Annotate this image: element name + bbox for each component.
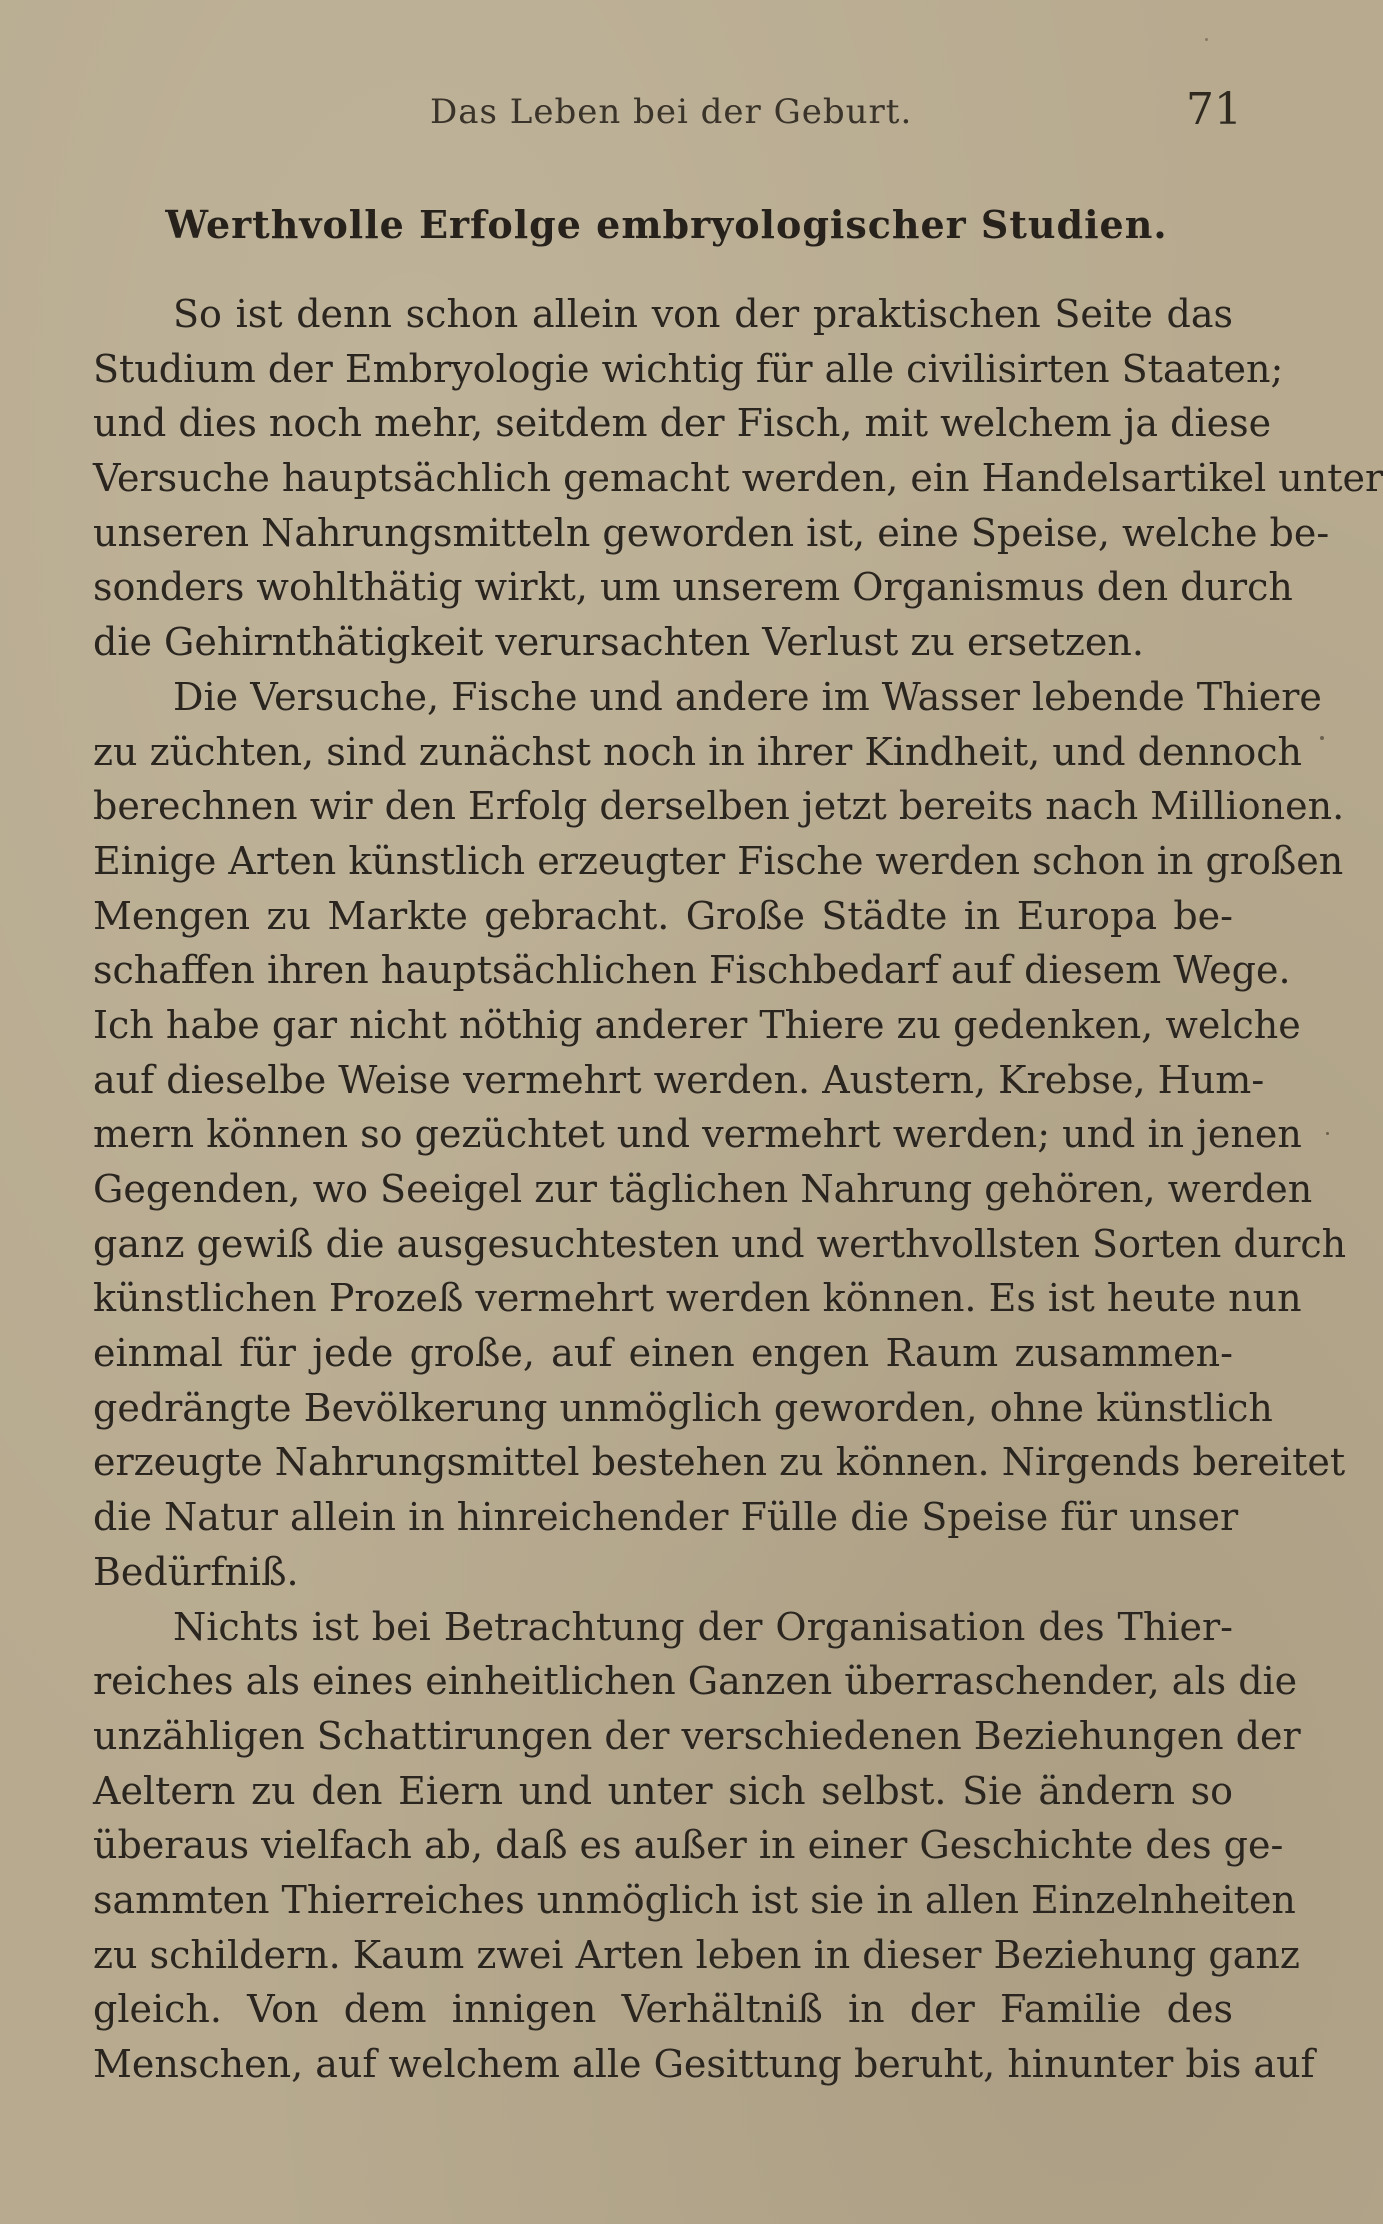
text-line: sammten Thierreiches unmöglich ist sie in allen Einzelnheiten	[93, 1877, 1296, 1922]
text-line: auf dieselbe Weise vermehrt werden. Austern, Krebse, Hum-	[93, 1057, 1265, 1102]
text-line: unzähligen Schattirungen der verschiedenen Beziehungen der	[93, 1713, 1301, 1758]
running-header	[0, 84, 1333, 144]
paper-speck	[1326, 1132, 1329, 1135]
running-title: Das Leben bei der Geburt.	[430, 92, 913, 132]
text-line: zu züchten, sind zunächst noch in ihrer Kindheit, und dennoch	[93, 729, 1303, 774]
text-line: überaus vielfach ab, daß es außer in einer Geschichte des ge-	[93, 1823, 1284, 1868]
text-line: zu schildern. Kaum zwei Arten leben in dieser Beziehung ganz	[93, 1932, 1300, 1977]
text-line: erzeugte Nahrungsmittel bestehen zu können. Nirgends bereitet	[93, 1440, 1346, 1485]
text-line: Bedürfniß.	[93, 1549, 299, 1594]
text-line: Versuche hauptsächlich gemacht werden, ein Handelsartikel unter	[93, 456, 1383, 501]
text-line: einmal für jede große, auf einen engen Raum zusammen-	[93, 1331, 1233, 1376]
text-line: Einige Arten künstlich erzeugter Fische werden schon in großen	[93, 838, 1344, 883]
text-line: So ist denn schon allein von der praktischen Seite das	[173, 292, 1233, 336]
text-line: schaffen ihren hauptsächlichen Fischbedarf auf diesem Wege.	[93, 948, 1291, 993]
text-line: Mengen zu Markte gebracht. Große Städte in Europa be-	[93, 893, 1233, 938]
text-line: die Natur allein in hinreichender Fülle die Speise für unser	[93, 1495, 1239, 1540]
text-line: Studium der Embryologie wichtig für alle civilisirten Staaten;	[93, 346, 1284, 391]
text-line: Die Versuche, Fische und andere im Wasser lebende Thiere	[173, 674, 1322, 719]
paper-speck	[1205, 38, 1208, 41]
text-line: reiches als eines einheitlichen Ganzen überraschender, als die	[93, 1659, 1298, 1704]
section-heading: Werthvolle Erfolge embryologischer Studien.	[165, 202, 1168, 247]
page-number: 71	[1186, 84, 1242, 135]
text-line: Ich habe gar nicht nöthig anderer Thiere zu gedenken, welche	[93, 1002, 1301, 1047]
text-line: Gegenden, wo Seeigel zur täglichen Nahrung gehören, werden	[93, 1167, 1313, 1211]
text-line: und dies noch mehr, seitdem der Fisch, mit welchem ja diese	[93, 401, 1272, 446]
text-line: gedrängte Bevölkerung unmöglich geworden, ohne künstlich	[93, 1385, 1273, 1430]
text-line: Nichts ist bei Betrachtung der Organisation des Thier-	[173, 1604, 1233, 1649]
text-line: Menschen, auf welchem alle Gesittung beruht, hinunter bis auf	[93, 2042, 1315, 2086]
text-line: mern können so gezüchtet und vermehrt werden; und in jenen	[93, 1112, 1302, 1157]
text-line: gleich. Von dem innigen Verhältniß in der Familie des	[93, 1987, 1233, 2032]
text-line: sonders wohlthätig wirkt, um unserem Organismus den durch	[93, 565, 1293, 610]
text-line: Aeltern zu den Eiern und unter sich selbst. Sie ändern so	[93, 1768, 1233, 1813]
body-text	[93, 287, 1383, 2092]
text-line: künstlichen Prozeß vermehrt werden können. Es ist heute nun	[93, 1276, 1302, 1321]
text-line: unseren Nahrungsmitteln geworden ist, eine Speise, welche be-	[93, 510, 1330, 555]
text-line: die Gehirnthätigkeit verursachten Verlust zu ersetzen.	[93, 620, 1144, 665]
paper-speck	[1320, 736, 1324, 740]
text-line: berechnen wir den Erfolg derselben jetzt bereits nach Millionen.	[93, 784, 1345, 829]
text-line: ganz gewiß die ausgesuchtesten und werthvollsten Sorten durch	[93, 1221, 1347, 1266]
